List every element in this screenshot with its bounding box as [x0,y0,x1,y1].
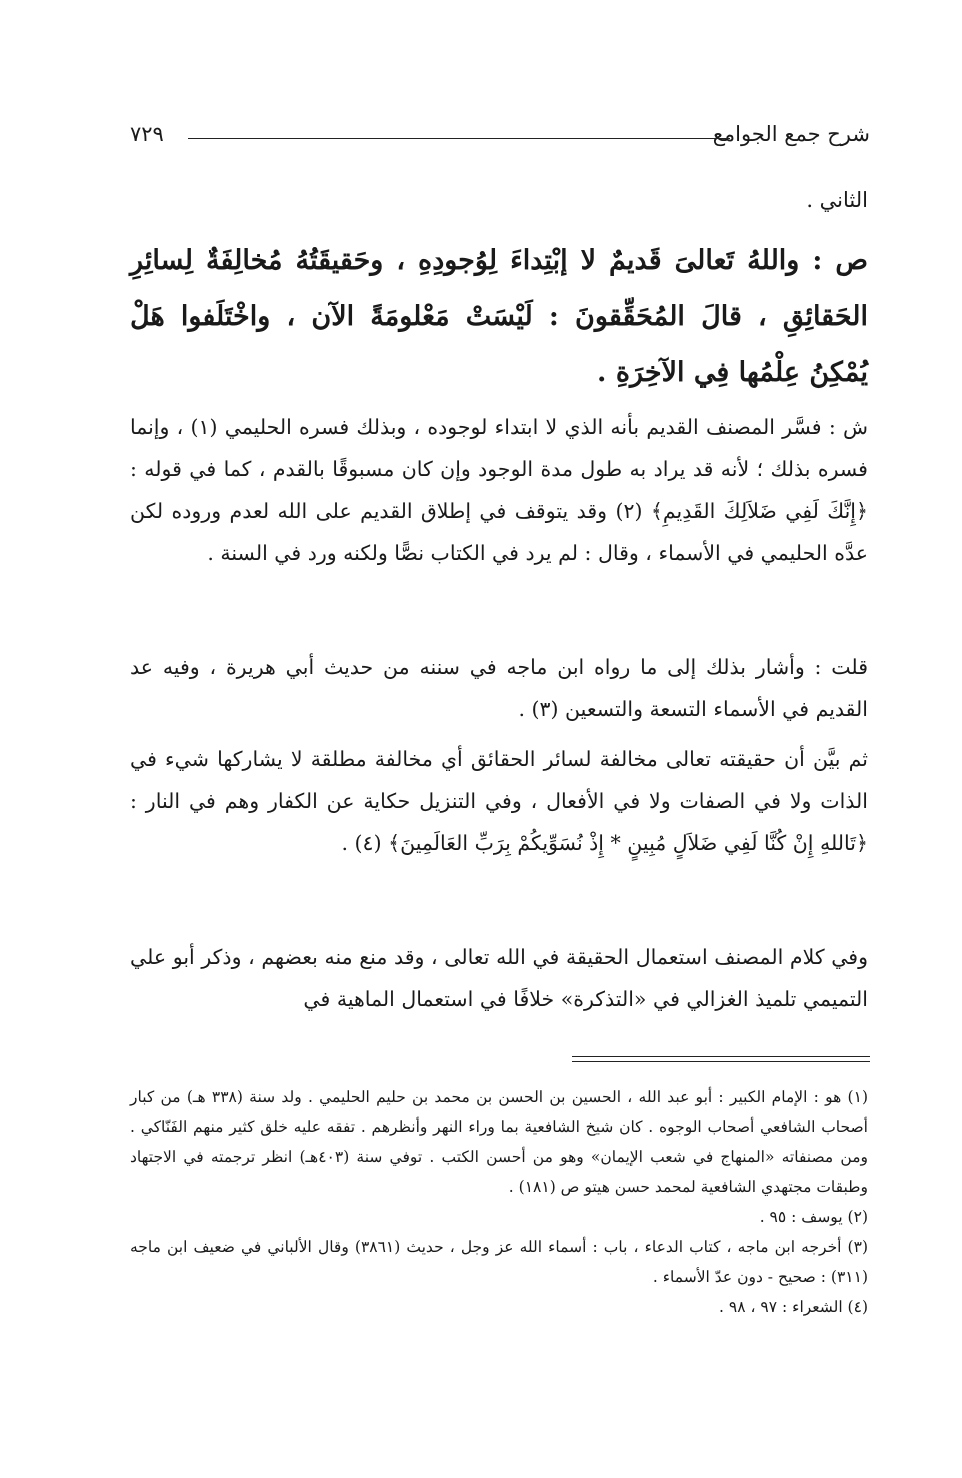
footnotes [130,1082,868,1322]
footnote: (٢) يوسف : ٩٥ . [759,1208,868,1226]
footnote: (١) هو : الإمام الكبير : أبو عبد الله ، الحسين بن الحسن بن محمد بن حليم الحليمي . ولد سنة (٣٣٨ هـ) من كبار أصحاب الشافعي أصحاب الوجوه . كان شيخ الشافعية بما وراء النهر وأنظرهم . تفقه عليه خلق كثير منهم الفَنّاكي . ومن مصنفاته «المنهاج في شعب الإيمان» وهو من أحسن الكتب . توفي سنة (٤٠٣هـ) انظر ترجمته في الاجتهاد وطبقات مجتهدي الشافعية لمحمد حسن هيتو ص (١٨١) . [130,1088,868,1196]
carry-over-text: الثاني . [806,188,868,212]
commentary-paragraph: قلت : وأشار بذلك إلى ما رواه ابن ماجه في سننه من حديث أبي هريرة ، وفيه عد القديم في الأسماء التسعة والتسعين (٣) . [130,655,868,721]
running-title: شرح جمع الجوامع [712,122,870,146]
running-header [130,118,870,154]
commentary-paragraph: ش : فسَّر المصنف القديم بأنه الذي لا ابتداء لوجوده ، وبذلك فسره الحليمي (١) ، وإنما فسره بذلك ؛ لأنه قد يراد به طول مدة الوجود وإن كان مسبوقًا بالقدم ، كما في قوله : ﴿إِنَّكَ لَفِي ضَلاَلِكَ القَدِيمِ﴾ (٢) وقد يتوقف في إطلاق القديم على الله لعدم وروده لكن عدَّه الحليمي في الأسماء ، وقال : لم يرد في الكتاب نصًّا ولكنه ورد في السنة . [130,415,869,565]
footnote: (٣) أخرجه ابن ماجه ، كتاب الدعاء ، باب : أسماء الله عز وجل ، حديث (٣٨٦١) وقال الألباني في ضعيف ابن ماجه (٣١١) : صحيح - دون عدّ الأسماء . [130,1238,868,1286]
footnote-separator [572,1056,870,1062]
header-rule [188,138,730,139]
page-number: ٧٢٩ [130,122,164,146]
matn-text: ص : واللهُ تَعالىَ قَديمٌ لا إبْتِداءَ لِوُجودِهِ ، وحَقيقَتُهُ مُخالِفَةٌ لِسائِرِ الحَقائِقِ ، قالَ المُحَقِّقونَ : لَيْسَتْ مَعْلومَةً الآن ، واخْتَلَفوا هَلْ يُمْكِنُ عِلْمُها فِي الآخِرَةِ . [130,245,868,388]
footnote: (٤) الشعراء : ٩٧ ، ٩٨ . [719,1298,868,1316]
commentary-paragraph: ثم بيَّن أن حقيقته تعالى مخالفة لسائر الحقائق أي مخالفة مطلقة لا يشاركها شيء في الذات ولا في الصفات ولا في الأفعال ، وفي التنزيل حكاية عن الكفار وهم في النار : ﴿تَاللهِ إِنْ كُنَّا لَفِي ضَلاَلٍ مُبِينٍ * إِذْ نُسَوِّيكُمْ بِرَبِّ العَالَمِينَ﴾ (٤) . [130,747,868,855]
commentary-paragraph: وفي كلام المصنف استعمال الحقيقة في الله تعالى ، وقد منع منه بعضهم ، وذكر أبو علي التميمي تلميذ الغزالي في «التذكرة» خلافًا في استعمال الماهية في [130,945,868,1011]
